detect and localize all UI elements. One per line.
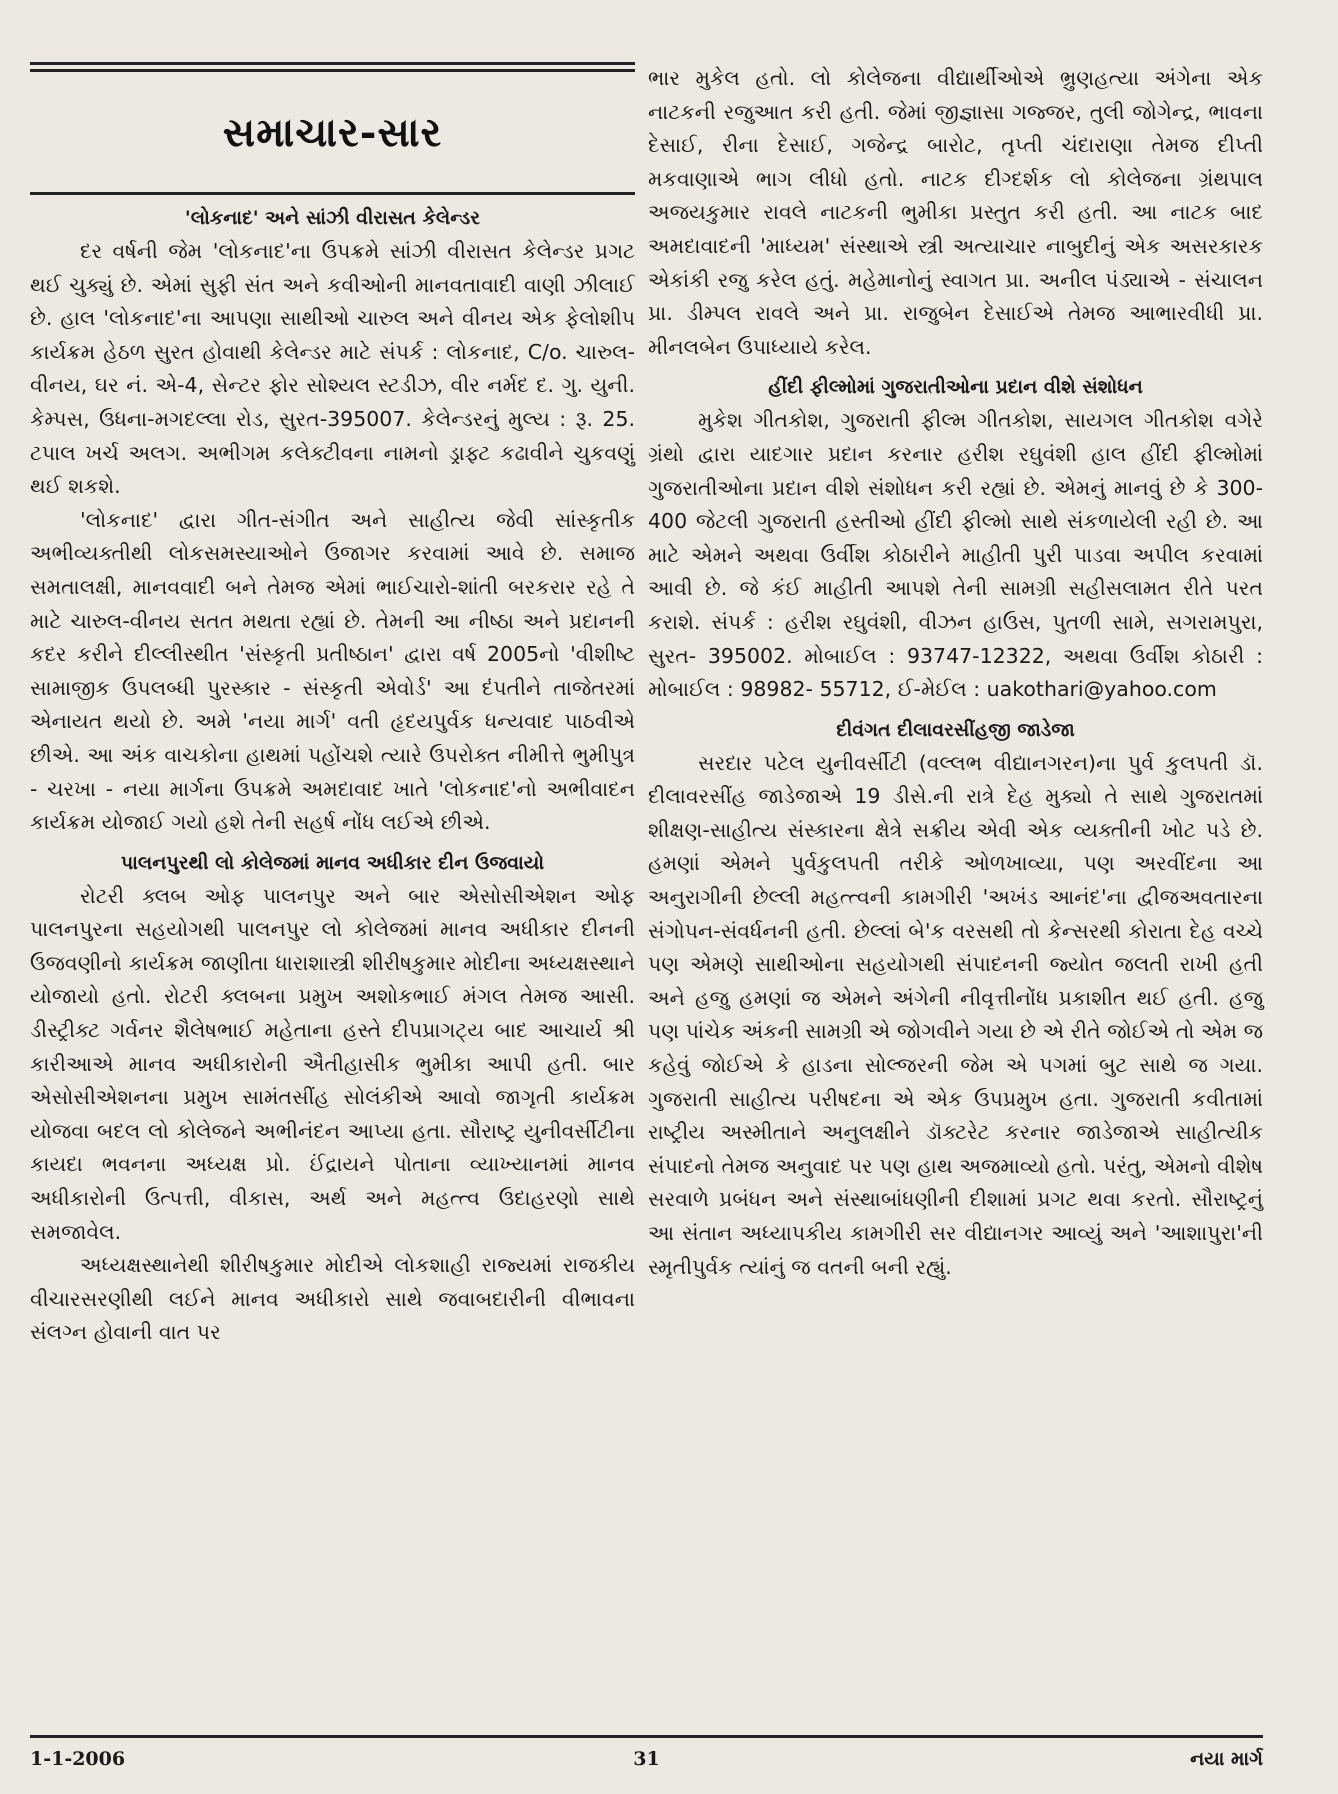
article-paragraph: 'લોકનાદ' દ્વારા ગીત-સંગીત અને સાહીત્ય જેવી સાંસ્કૃતીક અભીવ્યક્તીથી લોકસમસ્યાઓને ઉજાગર કરવામાં આવે છે. સમાજ સમતાલક્ષી, માનવવાદી બને તેમજ એમાં ભાઈચારો-શાંતી બરકરાર રહે તે માટે ચારુલ-વીનય સતત મથતા રહ્યાં છે. તેમની આ નીષ્ઠા અને પ્રદાનની કદર કરીને દીલ્લીસ્થીત 'સંસ્કૃતી પ્રતીષ્ઠાન' દ્વારા વર્ષ 2005નો 'વીશીષ્ટ સામાજીક ઉપલબ્ધી પુરસ્કાર - સંસ્કૃતી એવોર્ડ' આ દંપતીને તાજેતરમાં એનાયત થયો છે. અમે 'નયા માર્ગ' વતી હૃદયપુર્વક ધન્યવાદ પાઠવીએ છીએ. આ અંક વાચકોના હાથમાં પહોંચશે ત્યારે ઉપરોક્ત નીમીત્તે ભુમીપુત્ર - ચરખા - નયા માર્ગના ઉપક્રમે અમદાવાદ ખાતે 'લોકનાદ'નો અભીવાદન કાર્યક્રમ યોજાઈ ગયો હશે તેની સહર્ષ નોંધ લઈએ છીએ. <box>30 507 635 835</box>
article-paragraph-continued: ભાર મુકેલ હતો. લો કોલેજના વીદ્યાર્થીઓએ ભ્રુણહત્યા અંગેના એક નાટકની રજુઆત કરી હતી. જેમાં જીજ્ઞાસા ગજ્જર, તુલી જોગેન્દ્ર, ભાવના દેસાઈ, રીના દેસાઈ, ગજેન્દ્ર બારોટ, તૃપ્તી ચંદારાણા તેમજ દીપ્તી મકવાણાએ ભાગ લીધો હતો. નાટક દીગ્દર્શક લો કોલેજના ગ્રંથપાલ અજયકુમાર રાવલે નાટકની ભુમીકા પ્રસ્તુત કરી હતી. આ નાટક બાદ અમદાવાદની 'માધ્યમ' સંસ્થાએ સ્ત્રી અત્યાચાર નાબુદીનું એક અસરકારક એકાંકી રજુ કરેલ હતું. મહેમાનોનું સ્વાગત પ્રા. અનીલ પંડ્યાએ - સંચાલન પ્રા. ડીમ્પલ રાવલે અને પ્રા. રાજુબેન દેસાઈએ તેમજ આભારવીધી પ્રા. મીનલબેન ઉપાધ્યાયે કરેલ. <box>648 66 1263 359</box>
masthead-block <box>30 72 635 192</box>
right-column <box>648 62 1263 1284</box>
issue-date: 1-1-2006 <box>30 1748 126 1770</box>
article-title-hindi-films: હીંદી ફીલ્મોમાં ગુજરાતીઓના પ્રદાન વીશે સંશોધન <box>768 376 1143 399</box>
article-paragraph: રોટરી ક્લબ ઓફ પાલનપુર અને બાર એસોસીએશન ઓફ પાલનપુરના સહયોગથી પાલનપુર લો કોલેજમાં માનવ અધીકાર દીનની ઉજવણીનો કાર્યક્રમ જાણીતા ધારાશાસ્ત્રી શીરીષકુમાર મોદીના અધ્યક્ષસ્થાને યોજાયો હતો. રોટરી ક્લબના પ્રમુખ અશોકભાઈ મંગલ તેમજ આસી. ડીસ્ટ્રીક્ટ ગર્વનર શૈલેષભાઈ મહેતાના હસ્તે દીપપ્રાગટ્ય બાદ આચાર્ય શ્રી કારીઆએ માનવ અધીકારોની ઐતીહાસીક ભુમીકા આપી હતી. બાર એસોસીએશનના પ્રમુખ સામંતસીંહ સોલંકીએ આવો જાગૃતી કાર્યક્રમ યોજવા બદલ લો કોલેજને અભીનંદન આપ્યા હતા. સૌરાષ્ટ્ર યુનીવર્સીટીના કાયદા ભવનના અધ્યક્ષ પ્રો. ઈંદ્રાયને પોતાના વ્યાખ્યાનમાં માનવ અધીકારોની ઉત્પત્તી, વીકાસ, અર્થ અને મહત્ત્વ ઉદાહરણો સાથે સમજાવેલ. <box>30 883 635 1244</box>
page-footer <box>30 1748 1263 1778</box>
masthead-bottom-rule <box>30 192 635 195</box>
article-paragraph: દર વર્ષની જેમ 'લોકનાદ'ના ઉપક્રમે સાંઝી વીરાસત કેલેન્ડર પ્રગટ થઈ ચુક્યું છે. એમાં સુફી સંત અને કવીઓની માનવતાવાદી વાણી ઝીલાઈ છે. હાલ 'લોકનાદ'ના આપણા સાથીઓ ચારુલ અને વીનય એક ફેલોશીપ કાર્યક્રમ હેઠળ સુરત હોવાથી કેલેન્ડર માટે સંપર્ક : લોકનાદ, C/o. ચારુલ-વીનય, ઘર નં. એ-4, સેન્ટર ફોર સોશ્યલ સ્ટડીઝ, વીર નર્મદ દ. ગુ. યુની. કેમ્પસ, ઉધના-મગદલ્લા રોડ, સુરત-395007. કેલેન્ડરનું મુલ્ય : રૂ. 25. ટપાલ ખર્ચ અલગ. અભીગમ કલેક્ટીવના નામનો ડ્રાફ્ટ કઢાવીને ચુકવણું થઈ શકશે. <box>30 239 635 499</box>
page-number: 31 <box>633 1748 660 1770</box>
article-paragraph: અધ્યક્ષસ્થાનેથી શીરીષકુમાર મોદીએ લોકશાહી રાજ્યમાં રાજકીય વીચારસરણીથી લઈને માનવ અધીકારો સાથે જવાબદારીની વીભાવના સંલગ્ન હોવાની વાત પર <box>30 1253 635 1345</box>
article-title-palanpur: પાલનપુરથી લો કોલેજમાં માનવ અધીકાર દીન ઉજવાયો <box>120 851 545 874</box>
article-title-lokanad: 'લોકનાદ' અને સાંઝી વીરાસત કેલેન્ડર <box>184 207 481 229</box>
left-column <box>30 62 635 1350</box>
masthead-top-rule <box>30 62 635 72</box>
article-paragraph: સરદાર પટેલ યુનીવર્સીટી (વલ્લભ વીદ્યાનગરન)ના પુર્વ કુલપતી ડૉ. દીલાવરસીંહ જાડેજાએ 19 ડીસે.ની રાત્રે દેહ મુક્યો તે સાથે ગુજરાતમાં શીક્ષણ-સાહીત્ય સંસ્કારના ક્ષેત્રે સક્રીય એવી એક વ્યક્તીની ખોટ પડે છે. હમણાં એમને પુર્વકુલપતી તરીકે ઓળખાવ્યા, પણ અરવીંદના આ અનુરાગીની છેલ્લી મહત્ત્વની કામગીરી 'અખંડ આનંદ'ના દ્વીજઅવતારના સંગોપન-સંવર્ધનની હતી. છેલ્લાં બે'ક વરસથી તો કેન્સરથી કોરાતા દેહ વચ્ચે પણ એમણે સાથીઓના સહયોગથી સંપાદનની જ્યોત જલતી રાખી હતી અને હજુ હમણાં જ એમને અંગેની નીવૃત્તીનોંધ પ્રકાશીત થઈ હતી. હજુ પણ પાંચેક અંકની સામગ્રી એ જોગવીને ગયા છે એ રીતે જોઈએ તો એમ જ કહેવું જોઈએ કે હાડના સોલ્જરની જેમ એ પગમાં બુટ સાથે જ ગયા. ગુજરાતી સાહીત્ય પરીષદના એ એક ઉપપ્રમુખ હતા. ગુજરાતી કવીતામાં રાષ્ટ્રીય અસ્મીતાને અનુલક્ષીને ડૉક્ટરેટ કરનાર જાડેજાએ સાહીત્યીક સંપાદનો તેમજ અનુવાદ પર પણ હાથ અજમાવ્યો હતો. પરંતુ, એમનો વીશેષ સરવાળે પ્રબંધન અને સંસ્થાબાંધણીની દીશામાં પ્રગટ થવા કરતો. સૌરાષ્ટ્રનું આ સંતાન અધ્યાપકીય કામગીરી સર વીદ્યાનગર આવ્યું અને 'આશાપુરા'ની સ્મૃતીપુર્વક ત્યાંનું જ વતની બની રહ્યું. <box>648 750 1263 1279</box>
article-paragraph: મુકેશ ગીતકોશ, ગુજરાતી ફીલ્મ ગીતકોશ, સાયગલ ગીતકોશ વગેરે ગ્રંથો દ્વારા યાદગાર પ્રદાન કરનાર હરીશ રઘુવંશી હાલ હીંદી ફીલ્મોમાં ગુજરાતીઓના પ્રદાન વીશે સંશોધન કરી રહ્યાં છે. એમનું માનવું છે કે 300-400 જેટલી ગુજરાતી હસ્તીઓ હીંદી ફીલ્મો સાથે સંકળાયેલી રહી છે. આ માટે એમને અથવા ઉર્વીશ કોઠારીને માહીતી પુરી પાડવા અપીલ કરવામાં આવી છે. જે કંઈ માહીતી આપશે તેની સામગ્રી સહીસલામત રીતે પરત કરાશે. સંપર્ક : હરીશ રઘુવંશી, વીઝન હાઉસ, પુતળી સામે, સગરામપુરા, સુરત- 395002. મોબાઈલ : 93747-12322, અથવા ઉર્વીશ કોઠારી : મોબાઈલ : 98982- 55712, ઈ-મેઈલ : uakothari@yahoo.com <box>648 408 1263 702</box>
footer-rule <box>30 1735 1263 1738</box>
article-title-obituary: દીવંગત દીલાવરસીંહજી જાડેજા <box>836 718 1075 741</box>
section-masthead: સમાચાર-સાર <box>222 108 443 156</box>
magazine-name: નયા માર્ગ <box>1190 1748 1263 1770</box>
